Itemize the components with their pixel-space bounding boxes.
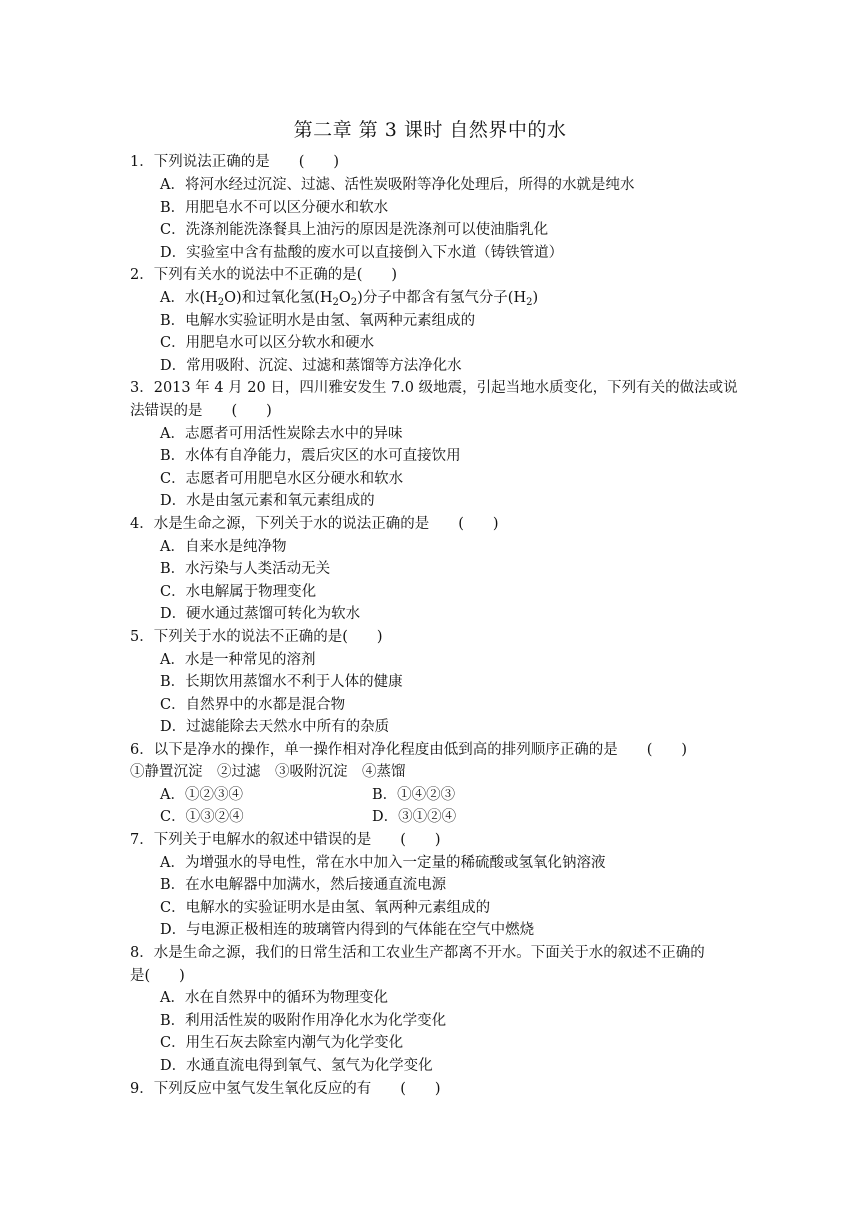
q6-option-b: B．①④②③ bbox=[372, 787, 456, 803]
page-title: 第二章 第 3 课时 自然界中的水 bbox=[293, 119, 567, 141]
q6-option-a: A．①②③④ bbox=[160, 787, 243, 803]
q8-option-a: A．水在自然界中的循环为物理变化 bbox=[160, 990, 388, 1006]
q8-option-c: C．用生石灰去除室内潮气为化学变化 bbox=[160, 1035, 404, 1051]
q5-option-a: A．水是一种常见的溶剂 bbox=[160, 652, 316, 668]
q3-option-a: A．志愿者可用活性炭除去水中的异味 bbox=[160, 426, 403, 442]
question-6-stem: 6．以下是净水的操作，单一操作相对净化程度由低到高的排列顺序正确的是 ( ) bbox=[130, 742, 688, 758]
q5-option-d: D．过滤能除去天然水中所有的杂质 bbox=[160, 719, 390, 735]
q1-option-b: B．用肥皂水不可以区分硬水和软水 bbox=[160, 200, 389, 216]
q1-option-a: A．将河水经过沉淀、过滤、活性炭吸附等净化处理后，所得的水就是纯水 bbox=[160, 177, 635, 193]
q6-operations-list: ①静置沉淀 ②过滤 ③吸附沉淀 ④蒸馏 bbox=[130, 764, 406, 780]
q3-option-c: C．志愿者可用肥皂水区分硬水和软水 bbox=[160, 471, 404, 487]
q2-option-b: B．电解水实验证明水是由氢、氧两种元素组成的 bbox=[160, 313, 476, 329]
q4-option-b: B．水污染与人类活动无关 bbox=[160, 561, 331, 577]
q2-option-a: A．水$(H_2O)$和过氧化氢$(H_2O_2)$分子中都含有氢气分子$(H_2)$ bbox=[160, 290, 539, 308]
question-3-stem-line-2: 法错误的是 ( ) bbox=[130, 403, 272, 419]
q2-option-d: D．常用吸附、沉淀、过滤和蒸馏等方法净化水 bbox=[160, 358, 462, 374]
question-4-stem: 4．水是生命之源，下列关于水的说法正确的是 ( ) bbox=[130, 516, 499, 532]
q8-option-b: B．利用活性炭的吸附作用净化水为化学变化 bbox=[160, 1013, 447, 1029]
q7-option-c: C．电解水的实验证明水是由氢、氧两种元素组成的 bbox=[160, 900, 491, 916]
q1-option-d: D．实验室中含有盐酸的废水可以直接倒入下水道（铸铁管道） bbox=[160, 245, 564, 261]
q4-option-d: D．硬水通过蒸馏可转化为软水 bbox=[160, 606, 361, 622]
q7-option-a: A．为增强水的导电性，常在水中加入一定量的稀硫酸或氢氧化钠溶液 bbox=[160, 855, 606, 871]
q7-option-b: B．在水电解器中加满水，然后接通直流电源 bbox=[160, 877, 447, 893]
q7-option-d: D．与电源正极相连的玻璃管内得到的气体能在空气中燃烧 bbox=[160, 922, 535, 938]
q3-option-d: D．水是由氢元素和氧元素组成的 bbox=[160, 493, 375, 509]
q6-option-d: D．③①②④ bbox=[372, 809, 457, 825]
q2-option-c: C．用肥皂水可以区分软水和硬水 bbox=[160, 335, 375, 351]
q5-option-b: B．长期饮用蒸馏水不利于人体的健康 bbox=[160, 674, 403, 690]
question-2-stem: 2．下列有关水的说法中不正确的是( ) bbox=[130, 267, 398, 283]
question-9-stem: 9．下列反应中氢气发生氧化反应的有 ( ) bbox=[130, 1081, 441, 1097]
q8-option-d: D．水通直流电得到氧气、氢气为化学变化 bbox=[160, 1058, 433, 1074]
q1-option-c: C．洗涤剂能洗涤餐具上油污的原因是洗涤剂可以使油脂乳化 bbox=[160, 222, 549, 238]
question-8-stem-line-1: 8．水是生命之源，我们的日常生活和工农业生产都离不开水。下面关于水的叙述不正确的 bbox=[130, 945, 705, 961]
q6-option-c: C．①③②④ bbox=[160, 809, 244, 825]
q5-option-c: C．自然界中的水都是混合物 bbox=[160, 697, 346, 713]
question-7-stem: 7．下列关于电解水的叙述中错误的是 ( ) bbox=[130, 832, 441, 848]
q4-option-a: A．自来水是纯净物 bbox=[160, 539, 287, 555]
q3-option-b: B．水体有自净能力，震后灾区的水可直接饮用 bbox=[160, 448, 461, 464]
q4-option-c: C．水电解属于物理变化 bbox=[160, 584, 317, 600]
question-5-stem: 5．下列关于水的说法不正确的是( ) bbox=[130, 629, 383, 645]
question-3-stem-line-1: 3．2013 年 4 月 20 日，四川雅安发生 7.0 级地震，引起当地水质变化，下列有关的做法或说 bbox=[130, 380, 738, 396]
question-1-stem: 1．下列说法正确的是 ( ) bbox=[130, 154, 340, 170]
question-8-stem-line-2: 是( ) bbox=[130, 968, 185, 984]
